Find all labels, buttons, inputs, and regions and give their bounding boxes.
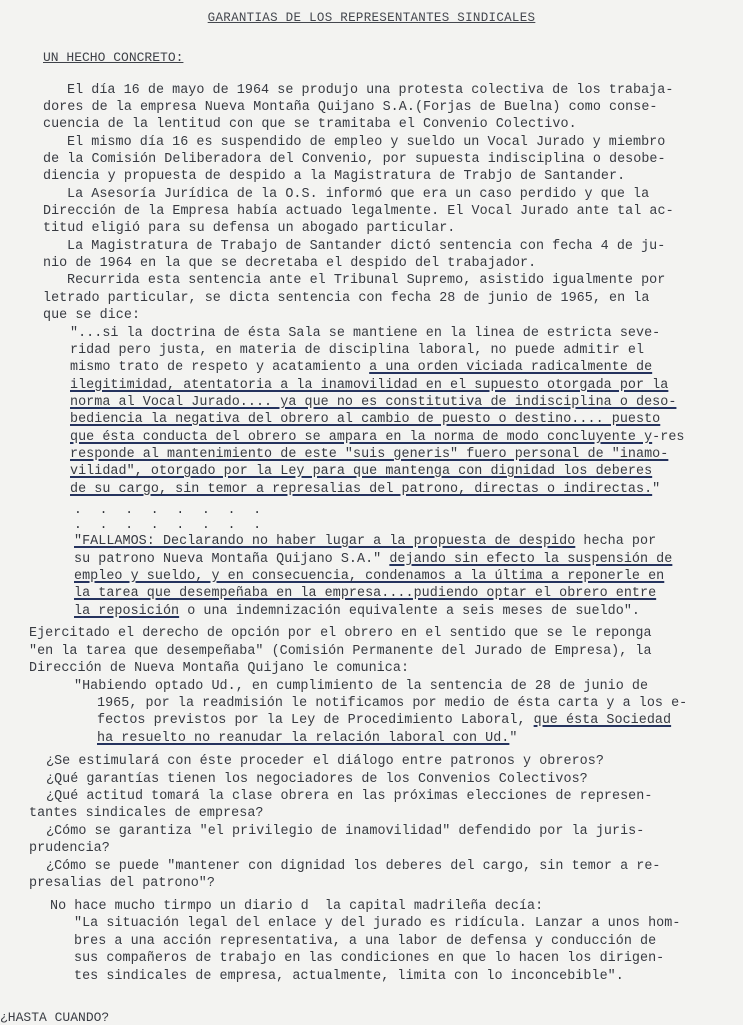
line-text: cuencia de la lentitud con que se tramitaba el Convenio Colectivo. xyxy=(43,117,577,132)
line-text: No hace mucho tirmpo un diario d la capital madrileña decía: xyxy=(50,899,544,914)
line-tail-text: " xyxy=(509,731,518,746)
line-text: prudencia? xyxy=(29,841,110,856)
text-line xyxy=(74,950,664,967)
ellipsis-row-1: . . . . . . . . xyxy=(74,502,267,517)
line-text: diencia y propuesta de despido a la Magistratura de Trabjo de Santander. xyxy=(43,169,626,184)
line-text: La Magistratura de Trabajo de Santander dictó sentencia con fecha 4 de ju- xyxy=(67,239,666,254)
text-line xyxy=(46,753,604,770)
text-line xyxy=(70,463,652,480)
text-line xyxy=(70,394,676,411)
text-line xyxy=(70,446,668,463)
text-line xyxy=(46,771,588,788)
text-line xyxy=(74,603,640,620)
text-line xyxy=(43,168,625,185)
line-text: letrado particular, se dicta sentencia con fecha 28 de junio de 1965, en la xyxy=(43,291,650,306)
text-line xyxy=(70,481,660,498)
line-text: su patrono Nueva Montaña Quijano S.A." xyxy=(74,552,390,567)
text-line xyxy=(67,186,649,203)
underlined-text: que ésta Sociedad xyxy=(533,713,672,728)
underlined-text: vilidad", otorgado por la Ley para que mantenga con dignidad los deberes xyxy=(70,464,653,479)
text-line xyxy=(67,82,673,99)
underlined-text: de su cargo, sin temor a represalias del patrono, directas o indirectas. xyxy=(70,482,653,497)
text-line xyxy=(29,625,652,642)
text-line xyxy=(74,915,680,932)
line-text: Dirección de Nueva Montaña Quijano le comunica: xyxy=(29,661,410,676)
line-text: tes sindicales de empresa, actualmente, limita con lo inconcebible". xyxy=(74,969,624,984)
text-line xyxy=(74,968,624,985)
text-line xyxy=(97,695,687,712)
document-title: GARANTIAS DE LOS REPRESENTANTES SINDICALES xyxy=(207,11,536,25)
line-text: sus compañeros de trabajo en las condiciones en que lo hacen los dirigen- xyxy=(74,951,665,966)
text-line xyxy=(43,99,658,116)
underlined-text: ha resuelto no reanudar la relación laboral con Ud. xyxy=(97,731,510,746)
underlined-text: empleo y sueldo, y en consecuencia, condenamos a la última a reponerle en xyxy=(74,569,665,584)
text-line xyxy=(43,151,666,168)
line-text: Recurrida esta sentencia ante el Tribunal Supremo, asistido igualmente por xyxy=(67,273,666,288)
text-line xyxy=(74,533,656,550)
line-text: ¿Se estimulará con éste proceder el diálogo entre patronos y obreros? xyxy=(46,754,604,769)
line-text: Ejercitado el derecho de opción por el obrero en el sentido que se le reponga xyxy=(29,626,652,641)
line-text: El mismo día 16 es suspendido de empleo y sueldo un Vocal Jurado y miembro xyxy=(67,135,666,150)
underlined-text: norma al Vocal Jurado.... ya que no es constitutiva de indisciplina o deso- xyxy=(70,395,677,410)
text-line xyxy=(46,788,652,805)
section-heading: UN HECHO CONCRETO: xyxy=(43,50,184,65)
line-text: ridad pero justa, en materia de disciplina laboral, no puede admitir el xyxy=(70,343,645,358)
line-text: "La situación legal del enlace y del jurado es ridícula. Lanzar a unos hom- xyxy=(74,916,681,931)
text-line xyxy=(70,342,644,359)
text-line xyxy=(29,643,652,660)
underlined-text: la reposición xyxy=(74,604,180,619)
line-text: "Habiendo optado Ud., en cumplimiento de la sentencia de 28 de junio de xyxy=(74,679,649,694)
line-text: ¿Cómo se garantiza "el privilegio de inamovilidad" defendido por la juris- xyxy=(46,824,645,839)
text-line xyxy=(70,325,660,342)
line-text: "en la tarea que desempeñaba" (Comisión Permanente del Jurado de Empresa), la xyxy=(29,644,652,659)
line-text: tantes sindicales de empresa? xyxy=(29,806,264,821)
line-text: ¿Cómo se puede "mantener con dignidad los deberes del cargo, sin temor a re- xyxy=(46,859,661,874)
line-text: bres a una acción representativa, a una labor de defensa y conducción de xyxy=(74,934,657,949)
underlined-text: dejando sin efecto la suspensión de xyxy=(389,552,673,567)
text-line xyxy=(29,875,215,892)
line-text: de la Comisión Deliberadora del Convenio, por supuesta indisciplina o desobe- xyxy=(43,152,666,167)
underlined-text: ilegitimidad, atentatoria a la inamovilidad en el supuesto otorgada por la xyxy=(70,378,669,393)
text-line xyxy=(43,307,140,324)
text-line xyxy=(74,678,648,695)
text-line xyxy=(29,805,264,822)
text-line xyxy=(46,858,661,875)
text-line xyxy=(74,933,656,950)
ellipsis-row-2: . . . . . . . . xyxy=(74,517,267,532)
text-line xyxy=(70,429,685,446)
text-line xyxy=(43,255,536,272)
line-tail-text: hecha por xyxy=(575,534,657,549)
line-text: ¿Qué actitud tomará la clase obrera en las próximas elecciones de represen- xyxy=(46,789,653,804)
underlined-text: responde al mantenimiento de este "suis generis" fuero personal de "inamo- xyxy=(70,447,669,462)
text-line xyxy=(46,823,644,840)
line-text: La Asesoría Jurídica de la O.S. informó que era un caso perdido y que la xyxy=(67,187,650,202)
underlined-text: "FALLAMOS: Declarando no haber lugar a la propuesta de despido xyxy=(74,534,576,549)
line-text: dores de la empresa Nueva Montaña Quijano S.A.(Forjas de Buelna) como conse- xyxy=(43,100,658,115)
line-text: mismo trato de respeto y acatamiento xyxy=(70,360,370,375)
underlined-text: la tarea que desempeñaba en la empresa....pudiendo optar el obrero entre xyxy=(74,586,657,601)
text-line xyxy=(67,272,665,289)
line-text: Dirección de la Empresa había actuado legalmente. El Vocal Jurado ante tal ac- xyxy=(43,204,674,219)
text-line xyxy=(74,551,672,568)
text-line xyxy=(97,730,517,747)
text-line xyxy=(70,359,652,376)
text-line xyxy=(67,134,665,151)
text-line xyxy=(29,660,409,677)
text-line xyxy=(74,568,664,585)
text-line xyxy=(97,712,671,729)
underlined-text: bediencia la negativa del obrero al cambio de puesto o destino.... puesto xyxy=(70,412,661,427)
line-tail-text: " xyxy=(652,482,661,497)
underlined-text: a una orden viciada radicalmente de xyxy=(369,360,653,375)
line-text: presalias del patrono"? xyxy=(29,876,215,891)
line-text: titud eligió para su defensa un abogado particular. xyxy=(43,221,456,236)
line-text: que se dice: xyxy=(43,308,141,323)
line-tail-text: o una indemnización equivalente a seis meses de sueldo". xyxy=(179,604,641,619)
text-line xyxy=(70,377,668,394)
text-line xyxy=(29,840,110,857)
text-line xyxy=(70,411,660,428)
line-tail-text: -res xyxy=(652,430,685,445)
line-text: ¿Qué garantías tienen los negociadores de los Convenios Colectivos? xyxy=(46,772,588,787)
closing-question: ¿HASTA CUANDO? xyxy=(0,1010,110,1025)
text-line xyxy=(67,238,665,255)
line-text: fectos previstos por la Ley de Procedimiento Laboral, xyxy=(97,713,534,728)
line-text: "...si la doctrina de ésta Sala se mantiene en la linea de estricta seve- xyxy=(70,326,661,341)
text-line xyxy=(43,220,455,237)
line-text: nio de 1964 en la que se decretaba el despido del trabajador. xyxy=(43,256,537,271)
text-line xyxy=(43,203,674,220)
text-line xyxy=(43,290,649,307)
text-line xyxy=(50,898,543,915)
text-line xyxy=(74,585,656,602)
text-line xyxy=(43,116,577,133)
underlined-text: que ésta conducta del obrero se ampara en la norma de modo concluyente y xyxy=(70,430,653,445)
line-text: El día 16 de mayo de 1964 se produjo una protesta colectiva de los trabaja- xyxy=(67,83,674,98)
line-text: 1965, por la readmisión le notificamos por medio de ésta carta y a los e- xyxy=(97,696,688,711)
